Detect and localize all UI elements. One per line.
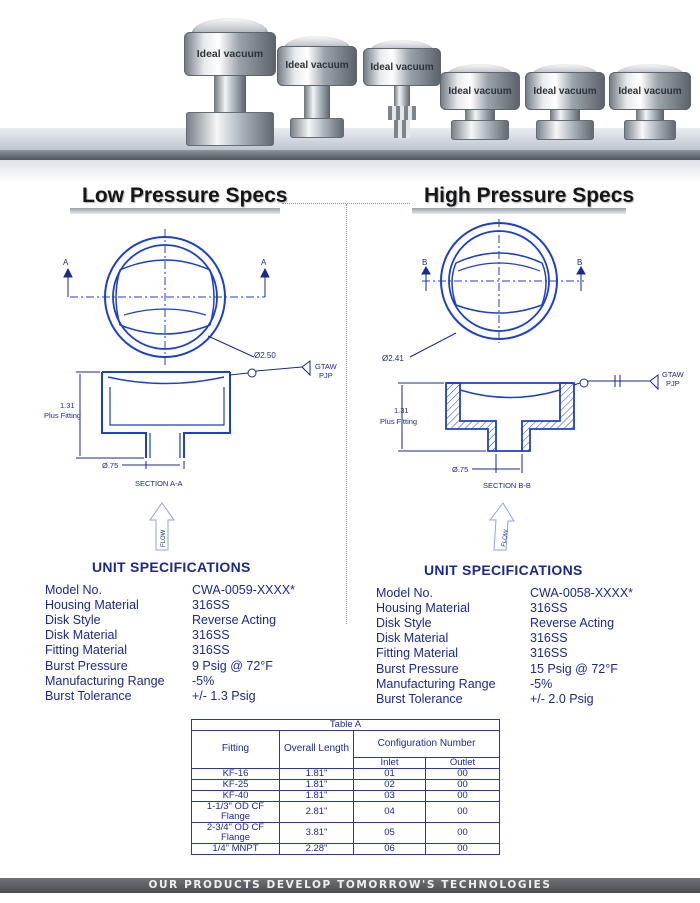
- product-brand-label: Ideal vacuum: [448, 86, 512, 97]
- table-row: [192, 801, 500, 822]
- footer-tagline: OUR PRODUCTS DEVELOP TOMORROW'S TECHNOLOGIES: [148, 879, 552, 891]
- spec-value: 15 Psig @ 72°F: [530, 661, 618, 676]
- spec-label: Disk Style: [376, 615, 432, 630]
- low-title-underline: [70, 208, 280, 214]
- spec-row-disk-material: [45, 628, 295, 643]
- low-specs-heading: UNIT SPECIFICATIONS: [92, 559, 251, 575]
- spec-label: Disk Material: [376, 631, 449, 646]
- high-title-underline: [412, 208, 626, 214]
- low-specs-list: [45, 582, 295, 704]
- spec-value: 316SS: [530, 646, 568, 661]
- spec-value: CWA-0059-XXXX*: [192, 582, 296, 597]
- spec-row-model: [45, 582, 295, 597]
- weld-note-gtaw: GTAW: [662, 370, 684, 379]
- rupture-disk-product-4: [437, 64, 523, 142]
- product-brand-label: Ideal vacuum: [618, 86, 682, 97]
- spec-value: 316SS: [530, 631, 568, 646]
- cell-length: 1.81": [280, 779, 354, 790]
- low-pressure-title: Low Pressure Specs: [82, 184, 288, 207]
- rupture-disk-product-5: [522, 64, 608, 142]
- cell-outlet: 00: [426, 822, 500, 843]
- table-row: [192, 790, 500, 801]
- table-row: [192, 822, 500, 843]
- spec-label: Fitting Material: [45, 643, 127, 658]
- section-marker-left: B: [422, 258, 428, 267]
- footer-bar: [0, 878, 700, 893]
- spec-value: +/- 2.0 Psig: [530, 691, 594, 706]
- spec-label: Burst Tolerance: [45, 688, 132, 703]
- table-caption: Table A: [192, 720, 500, 731]
- table-row: [192, 843, 500, 854]
- cell-fitting: 2-3/4" OD CF Flange: [192, 822, 280, 843]
- high-pressure-drawing: [360, 215, 695, 555]
- shelf-shadow: [0, 160, 700, 182]
- flow-label: FLOW: [161, 529, 167, 547]
- spec-value: 316SS: [192, 643, 230, 658]
- spec-label: Burst Pressure: [376, 661, 459, 676]
- high-pressure-title: High Pressure Specs: [424, 184, 635, 207]
- cell-outlet: 00: [426, 801, 500, 822]
- header-fitting: Fitting: [192, 731, 280, 769]
- cell-inlet: 05: [354, 822, 426, 843]
- spec-row-range: [376, 676, 633, 691]
- cell-inlet: 03: [354, 790, 426, 801]
- shelf-edge: [0, 150, 700, 160]
- spec-label: Housing Material: [376, 600, 470, 615]
- cell-outlet: 00: [426, 843, 500, 854]
- spec-row-housing: [376, 600, 633, 615]
- section-marker-right: B: [577, 258, 583, 267]
- section-label: SECTION A-A: [135, 479, 183, 488]
- cell-length: 1.81": [280, 768, 354, 779]
- product-brand-label: Ideal vacuum: [370, 62, 434, 73]
- cell-inlet: 04: [354, 801, 426, 822]
- cell-outlet: 00: [426, 779, 500, 790]
- inner-diameter-label: Ø.75: [452, 465, 469, 474]
- spec-label: Model No.: [376, 585, 433, 600]
- cell-length: 2.28": [280, 843, 354, 854]
- cell-fitting: 1/4" MNPT: [192, 843, 280, 854]
- flow-label: FLOW: [501, 529, 510, 548]
- spec-label: Disk Style: [45, 612, 101, 627]
- spec-row-housing: [45, 597, 295, 612]
- cell-inlet: 01: [354, 768, 426, 779]
- spec-value: 9 Psig @ 72°F: [192, 658, 273, 673]
- rupture-disk-product-6: [606, 64, 694, 142]
- height-dimension: 1.31: [60, 401, 75, 410]
- spec-label: Burst Tolerance: [376, 691, 463, 706]
- product-brand-label: Ideal vacuum: [533, 86, 597, 97]
- spec-row-disk-style: [45, 612, 295, 627]
- spec-label: Manufacturing Range: [45, 673, 165, 688]
- header-outlet: Outlet: [426, 758, 500, 769]
- cell-outlet: 00: [426, 768, 500, 779]
- weld-note-pjp: PJP: [666, 379, 680, 388]
- spec-value: +/- 1.3 Psig: [192, 688, 256, 703]
- table-row: [192, 768, 500, 779]
- spec-label: Fitting Material: [376, 646, 458, 661]
- rupture-disk-product-2: [274, 36, 360, 140]
- cell-length: 2.81": [280, 801, 354, 822]
- height-dimension-note: Plus Fitting: [380, 417, 418, 426]
- spec-value: Reverse Acting: [192, 612, 277, 627]
- spec-value: 316SS: [192, 628, 230, 643]
- spec-row-tolerance: [45, 688, 295, 703]
- outer-diameter-label: Ø2.50: [254, 351, 276, 360]
- cell-length: 3.81": [280, 822, 354, 843]
- cell-inlet: 06: [354, 843, 426, 854]
- outer-diameter-label: Ø2.41: [382, 354, 404, 363]
- low-pressure-drawing: [40, 215, 340, 555]
- section-marker-right: A: [261, 258, 267, 267]
- spec-row-burst: [45, 658, 295, 673]
- cell-fitting: KF-25: [192, 779, 280, 790]
- cell-inlet: 02: [354, 779, 426, 790]
- cell-outlet: 00: [426, 790, 500, 801]
- high-specs-list: [376, 585, 633, 707]
- header-config: Configuration Number: [354, 731, 500, 758]
- spec-label: Model No.: [45, 582, 102, 597]
- spec-value: -5%: [192, 673, 215, 688]
- inner-diameter-label: Ø.75: [102, 461, 119, 470]
- rupture-disk-product-1: [180, 18, 280, 148]
- configuration-table: [191, 719, 500, 855]
- product-banner: [0, 0, 700, 180]
- spec-row-fitting: [45, 643, 295, 658]
- spec-label: Burst Pressure: [45, 658, 128, 673]
- weld-note-gtaw: GTAW: [315, 362, 337, 371]
- spec-row-range: [45, 673, 295, 688]
- height-dimension: 1.31: [394, 406, 409, 415]
- cell-fitting: 1-1/3" OD CF Flange: [192, 801, 280, 822]
- cell-length: 1.81": [280, 790, 354, 801]
- header-length: Overall Length: [280, 731, 354, 769]
- header-inlet: Inlet: [354, 758, 426, 769]
- spec-value: CWA-0058-XXXX*: [530, 585, 634, 600]
- section-marker-left: A: [63, 258, 69, 267]
- cell-fitting: KF-16: [192, 768, 280, 779]
- spec-row-burst: [376, 661, 633, 676]
- spec-value: 316SS: [530, 600, 568, 615]
- spec-value: -5%: [530, 676, 553, 691]
- spec-row-disk-material: [376, 631, 633, 646]
- cell-fitting: KF-40: [192, 790, 280, 801]
- spec-label: Disk Material: [45, 628, 118, 643]
- product-brand-label: Ideal vacuum: [196, 48, 264, 60]
- height-dimension-note: Plus Fitting: [44, 411, 82, 420]
- table-row: [192, 779, 500, 790]
- spec-row-disk-style: [376, 615, 633, 630]
- spec-label: Manufacturing Range: [376, 676, 496, 691]
- spec-row-tolerance: [376, 691, 633, 706]
- weld-note-pjp: PJP: [319, 371, 333, 380]
- high-specs-heading: UNIT SPECIFICATIONS: [424, 562, 583, 578]
- rupture-disk-product-3: [360, 40, 444, 140]
- spec-label: Housing Material: [45, 597, 139, 612]
- spec-row-fitting: [376, 646, 633, 661]
- section-label: SECTION B-B: [483, 481, 531, 490]
- product-brand-label: Ideal vacuum: [285, 60, 349, 71]
- spec-value: Reverse Acting: [530, 615, 615, 630]
- spec-row-model: [376, 585, 633, 600]
- column-divider: [346, 204, 347, 624]
- spec-value: 316SS: [192, 597, 230, 612]
